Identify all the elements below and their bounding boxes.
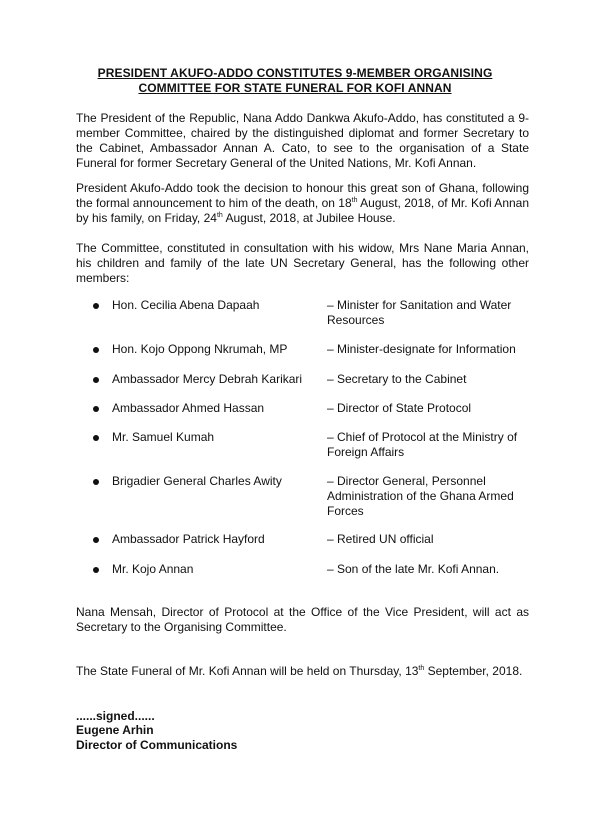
funeral-sup: th: [418, 665, 425, 672]
title-line-1: PRESIDENT AKUFO-ADDO CONSTITUTES 9-MEMBER ORGANISING: [97, 66, 493, 80]
member-name: Ambassador Patrick Hayford: [112, 532, 265, 546]
member-role: – Chief of Protocol at the Ministry of Foreign Affairs: [327, 430, 518, 459]
secretary-paragraph: Nana Mensah, Director of Protocol at the Office of the Vice President, will act as Secretary to the Organising Committee.: [76, 605, 529, 634]
member-name: Hon. Cecilia Abena Dapaah: [112, 298, 260, 312]
decision-sup-1: th: [351, 197, 358, 204]
bullet-icon: [93, 303, 99, 309]
member-role: – Retired UN official: [327, 532, 434, 546]
bullet-icon: [93, 567, 99, 573]
signed-note: ......signed......: [76, 709, 155, 723]
decision-text-3: August, 2018, at Jubilee House.: [222, 211, 396, 225]
member-name: Mr. Samuel Kumah: [112, 430, 215, 444]
bullet-icon: [93, 406, 99, 412]
intro-paragraph: The President of the Republic, Nana Addo Dankwa Akufo-Addo, has constituted a 9-member Committee, chaired by the distinguished diplomat and former Secretary to the Cabinet, Ambassador Annan A. Cato, to see to the organisation of a State Funeral for former Secretary General of the United Nations, Mr. Kofi Annan.: [76, 111, 529, 170]
member-role: – Director of State Protocol: [327, 401, 472, 415]
bullet-icon: [93, 537, 99, 543]
decision-text-1: President Akufo-Addo took the decision to honour this great son of Ghana, following the formal announcement to him of the death, on 18: [76, 181, 529, 210]
title-line-2: COMMITTEE FOR STATE FUNERAL FOR KOFI ANNAN: [138, 81, 452, 95]
funeral-text-1: The State Funeral of Mr. Kofi Annan will be held on Thursday, 13: [76, 664, 419, 678]
funeral-text-2: September, 2018.: [424, 664, 523, 678]
document-title: [60, 66, 530, 96]
member-role: – Minister for Sanitation and Water Resources: [327, 298, 512, 327]
decision-sup-2: th: [216, 212, 223, 219]
member-name: Mr. Kojo Annan: [112, 562, 194, 576]
signatory-position: Director of Communications: [76, 738, 238, 752]
member-name: Ambassador Mercy Debrah Karikari: [112, 372, 303, 386]
member-name: Brigadier General Charles Awity: [112, 474, 282, 488]
bullet-icon: [93, 347, 99, 353]
bullet-icon: [93, 377, 99, 383]
member-name: Hon. Kojo Oppong Nkrumah, MP: [112, 342, 288, 356]
member-role: – Director General, Personnel Administration of the Ghana Armed Forces: [327, 474, 514, 518]
member-role: – Son of the late Mr. Kofi Annan.: [327, 562, 500, 576]
bullet-icon: [93, 435, 99, 441]
decision-paragraph: [76, 181, 529, 226]
signatory-name: Eugene Arhin: [76, 723, 154, 737]
bullet-icon: [93, 479, 99, 485]
member-name: Ambassador Ahmed Hassan: [112, 401, 265, 415]
committee-paragraph: The Committee, constituted in consultation with his widow, Mrs Nane Maria Annan, his children and family of the late UN Secretary General, has the following other members:: [76, 241, 529, 285]
funeral-date-paragraph: [76, 664, 529, 679]
member-role: – Minister-designate for Information: [327, 342, 516, 356]
decision-text-2: August, 2018, of Mr. Kofi Annan by his family, on Friday, 24: [76, 196, 530, 225]
member-role: – Secretary to the Cabinet: [327, 372, 467, 386]
